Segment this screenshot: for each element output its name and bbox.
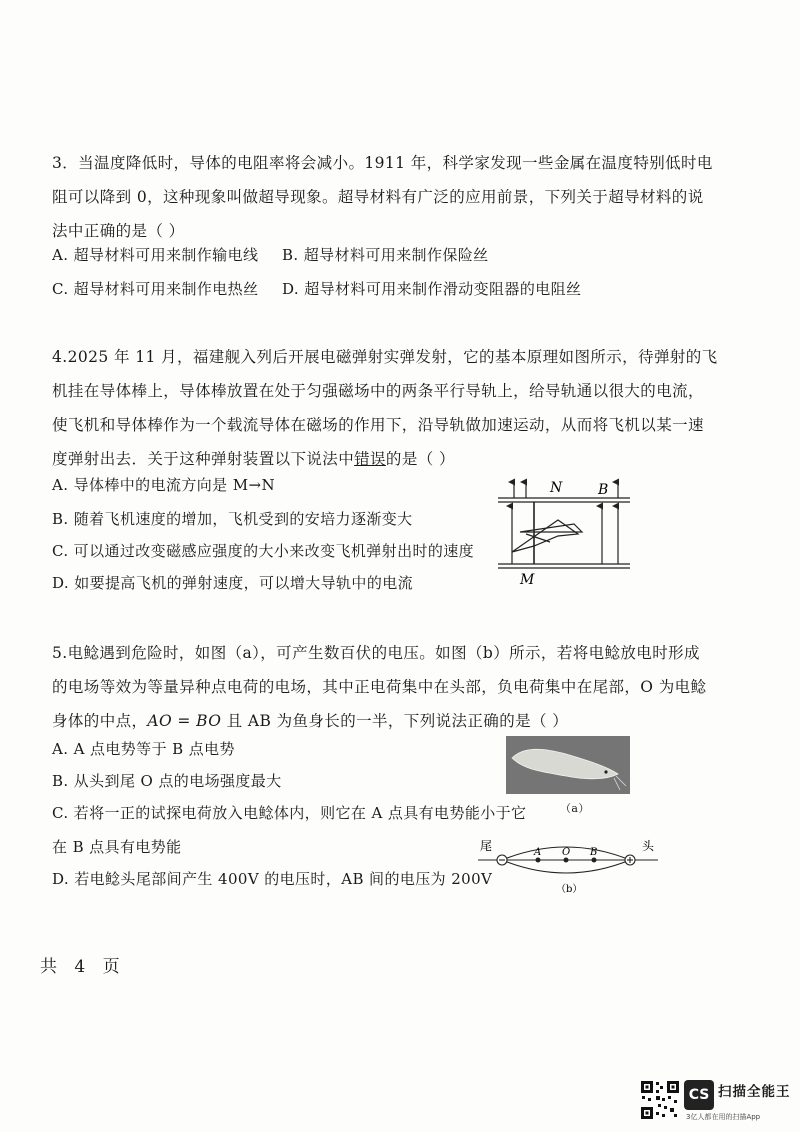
q4-option-c: C. 可以通过改变磁感应强度的大小来改变飞机弹射出时的速度 [52,542,475,560]
label-head: 头 [642,839,655,853]
catfish-eye [604,770,607,773]
question-3-stem [52,146,713,248]
q3-line-3: 法中正确的是（ ） [52,222,185,240]
q5-formula: AO = BO [147,712,222,730]
label-point-o: O [562,847,571,858]
q5-option-a: A. A 点电势等于 B 点电势 [52,740,235,758]
q5-line-1: 5.电鲶遇到危险时，如图（a），可产生数百伏的电压。如图（b）所示，若将电鲶放电时形成 [52,644,700,662]
q5-option-b: B. 从头到尾 O 点的电场强度最大 [52,772,282,790]
camscanner-brand-name: 扫描全能王 [718,1084,791,1100]
q4-line-1: 4.2025 年 11 月，福建舰入列后开展电磁弹射实弹发射，它的基本原理如图所示，待弹射的飞 [52,348,718,366]
q4-emphasis-word: 错误 [354,450,386,468]
q3-line-2: 阻可以降到 0，这种现象叫做超导现象。超导材料有广泛的应用前景，下列关于超导材料的说 [52,188,704,206]
question-5-stem [52,636,707,738]
figure-b-caption: （b） [556,884,583,895]
q4-option-b: B. 随着飞机速度的增加，飞机受到的安培力逐渐变大 [52,510,413,528]
label-tail: 尾 [480,839,493,853]
plane-detail [526,534,550,542]
q5-option-d: D. 若电鲶头尾部间产生 400V 的电压时，AB 间的电压为 200V [52,870,493,888]
q4-option-d: D. 如要提高飞机的弹射速度，可以增大导轨中的电流 [52,574,414,592]
electric-field-diagram [476,834,660,898]
label-point-b: B [590,847,598,858]
q4-rail-diagram [490,476,640,588]
q3-option-d: D. 超导材料可用来制作滑动变阻器的电阻丝 [282,280,582,298]
label-m: M [520,572,535,588]
q4-option-a: A. 导体棒中的电流方向是 M→N [52,476,275,494]
point-o [564,858,569,863]
label-n: N [550,480,563,496]
q4-line-3: 使飞机和导体棒作为一个载流导体在磁场的作用下，沿导轨做加速运动，从而将飞机以某一速 [52,416,704,434]
qr-code-icon [640,1080,680,1120]
camscanner-logo-icon: CS [684,1080,714,1110]
q5-option-c-continued: 在 B 点具有电势能 [52,838,182,856]
label-point-a: A [534,847,542,858]
q3-option-b: B. 超导材料可用来制作保险丝 [282,246,489,264]
catfish-photo [506,736,630,794]
q4-line-2: 机挂在导体棒上，导体棒放置在处于匀强磁场中的两条平行导轨上，给导轨通以很大的电流， [52,382,704,400]
q3-option-a: A. 超导材料可用来制作输电线 [52,246,259,264]
camscanner-slogan: 3亿人都在用的扫描App [686,1113,761,1121]
question-4-stem [52,340,718,476]
q5-line-3-text: 身体的中点， [52,712,148,730]
point-b [592,858,597,863]
q4-line-4-text: 度弹射出去．关于这种弹射装置以下说法中 [52,450,355,468]
q4-line-4-tail: 的是（ ） [385,450,455,468]
q3-option-c: C. 超导材料可用来制作电热丝 [52,280,259,298]
q3-line-1: 3．当温度降低时，导体的电阻率将会减小。1911 年，科学家发现一些金属在温度特别低时电 [52,154,713,172]
q5-line-3 [52,704,652,738]
q4-line-4 [52,442,652,476]
figure-a-caption: （a） [560,802,590,815]
label-b: B [598,482,609,498]
page-count: 共 4 页 [40,957,126,977]
q5-line-3-tail: 且 AB 为鱼身长的一半，下列说法正确的是（ ） [221,712,569,730]
q5-line-2: 的电场等效为等量异种点电荷的电场，其中正电荷集中在头部，负电荷集中在尾部，O 为电鲶 [52,678,707,696]
point-a [536,858,541,863]
q5-option-c: C. 若将一正的试探电荷放入电鲶体内，则它在 A 点具有电势能小于它 [52,804,527,822]
